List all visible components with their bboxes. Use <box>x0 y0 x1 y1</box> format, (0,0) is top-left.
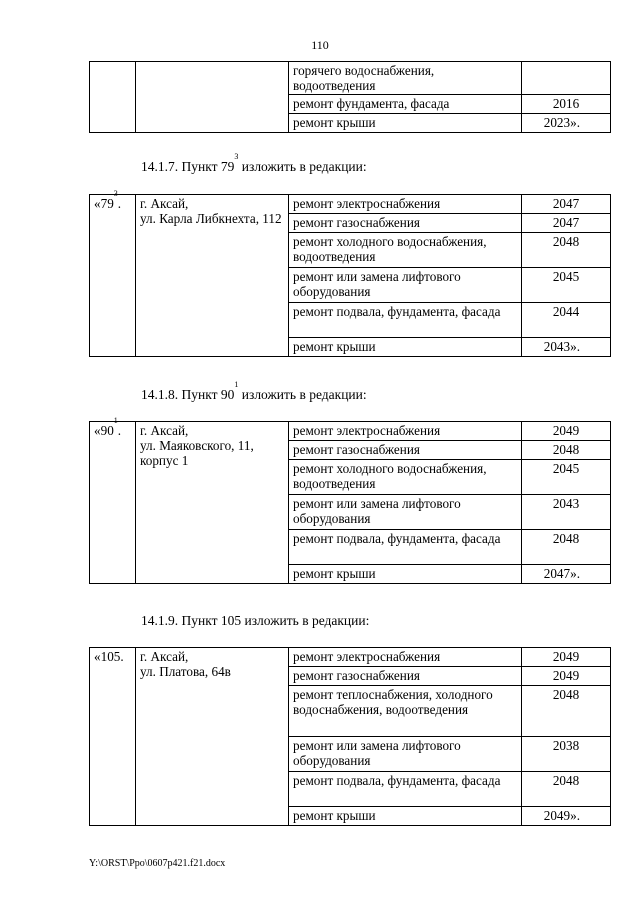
work-cell: ремонт газоснабжения <box>289 667 522 686</box>
page-number: 110 <box>311 38 329 52</box>
heading-text: 14.1.9. Пункт 105 изложить в редакции: <box>141 613 370 628</box>
work-cell: ремонт крыши <box>289 565 522 584</box>
work-cell: ремонт подвала, фундамента, фасада <box>289 303 522 338</box>
work-cell: ремонт крыши <box>289 338 522 357</box>
year-cell: 2023». <box>522 114 611 133</box>
section-table <box>89 647 611 826</box>
year-cell: 2048 <box>522 441 611 460</box>
work-cell: ремонт холодного водоснабжения, водоотведения <box>289 233 522 268</box>
continuation-table <box>89 61 611 133</box>
work-cell: ремонт подвала, фундамента, фасада <box>289 530 522 565</box>
work-cell: ремонт электроснабжения <box>289 422 522 441</box>
address-cell <box>136 62 289 133</box>
work-cell: ремонт газоснабжения <box>289 214 522 233</box>
section-table <box>89 189 611 357</box>
address-cell: г. Аксай, ул. Маяковского, 11, корпус 1 <box>136 422 289 584</box>
item-number-cell: «105. <box>90 648 136 826</box>
work-cell: ремонт или замена лифтового оборудования <box>289 268 522 303</box>
heading-text: 14.1.8. Пункт 90 <box>141 387 235 402</box>
work-cell: ремонт или замена лифтового оборудования <box>289 495 522 530</box>
address-cell: г. Аксай, ул. Платова, 64в <box>136 648 289 826</box>
year-cell: 2049 <box>522 667 611 686</box>
year-cell: 2047 <box>522 195 611 214</box>
table-row <box>90 648 611 667</box>
year-cell: 2048 <box>522 686 611 737</box>
year-cell: 2048 <box>522 772 611 807</box>
work-cell: горячего водоснабжения, водоотведения <box>289 62 522 95</box>
section-table <box>89 416 611 584</box>
work-cell: ремонт крыши <box>289 114 522 133</box>
year-cell: 2043 <box>522 495 611 530</box>
year-cell: 2048 <box>522 530 611 565</box>
year-cell: 2049 <box>522 422 611 441</box>
year-cell: 2048 <box>522 233 611 268</box>
year-cell: 2044 <box>522 303 611 338</box>
table-row <box>90 62 611 95</box>
heading-superscript: 1 <box>234 380 239 389</box>
work-cell: ремонт фундамента, фасада <box>289 95 522 114</box>
work-cell: ремонт холодного водоснабжения, водоотведения <box>289 460 522 495</box>
year-cell <box>522 62 611 95</box>
section-heading <box>141 152 367 175</box>
section-heading <box>141 380 367 403</box>
year-cell: 2045 <box>522 460 611 495</box>
table-row <box>90 422 611 441</box>
table-row <box>90 195 611 214</box>
heading-text-tail: изложить в редакции: <box>238 159 367 174</box>
work-cell: ремонт газоснабжения <box>289 441 522 460</box>
section-heading <box>141 613 369 629</box>
year-cell: 2049 <box>522 648 611 667</box>
year-cell: 2038 <box>522 737 611 772</box>
item-number-cell: «$90^1$. <box>90 422 136 584</box>
year-cell: 2045 <box>522 268 611 303</box>
heading-text: 14.1.7. Пункт 79 <box>141 159 235 174</box>
item-number-cell <box>90 62 136 133</box>
address-cell: г. Аксай, ул. Карла Либкнехта, 112 <box>136 195 289 357</box>
item-number-cell: «$79^3$. <box>90 195 136 357</box>
year-cell: 2049». <box>522 807 611 826</box>
work-cell: ремонт крыши <box>289 807 522 826</box>
year-cell: 2047». <box>522 565 611 584</box>
year-cell: 2043». <box>522 338 611 357</box>
heading-superscript: 3 <box>234 152 239 161</box>
year-cell: 2047 <box>522 214 611 233</box>
work-cell: ремонт электроснабжения <box>289 195 522 214</box>
file-path-footer: Y:\ORST\Ppo\0607p421.f21.docx <box>89 858 226 869</box>
work-cell: ремонт подвала, фундамента, фасада <box>289 772 522 807</box>
heading-text-tail: изложить в редакции: <box>238 387 367 402</box>
year-cell: 2016 <box>522 95 611 114</box>
work-cell: ремонт теплоснабжения, холодного водоснабжения, водоотведения <box>289 686 522 737</box>
work-cell: ремонт или замена лифтового оборудования <box>289 737 522 772</box>
work-cell: ремонт электроснабжения <box>289 648 522 667</box>
